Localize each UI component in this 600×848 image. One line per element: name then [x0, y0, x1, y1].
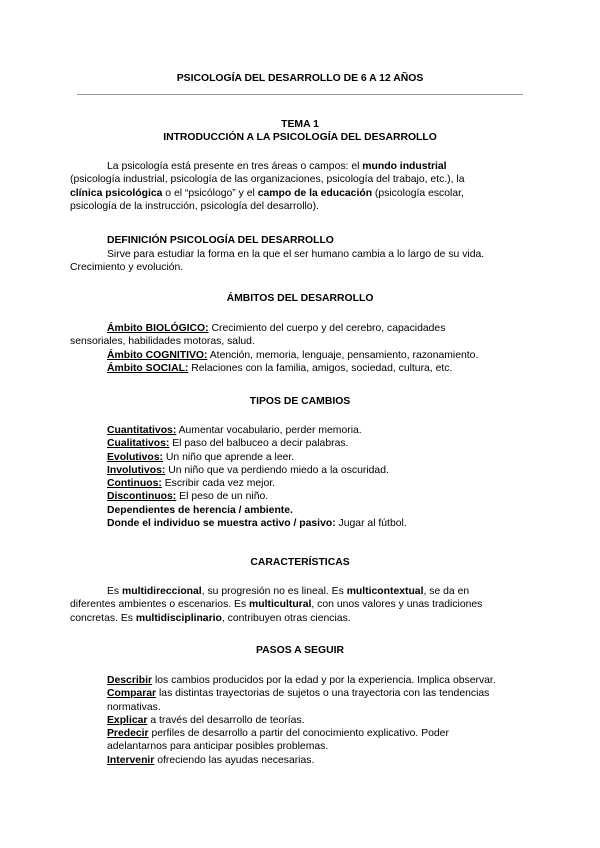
cambio-text: Escribir cada vez mejor.: [161, 478, 276, 490]
caract-text: , contribuyen otras ciencias.: [221, 612, 351, 624]
pasos-list: [107, 674, 527, 767]
list-item: [107, 424, 527, 437]
ambito-label: Ámbito BIOLÓGICO:: [107, 323, 209, 334]
ambito-label: Ámbito COGNITIVO:: [107, 349, 208, 361]
intro-emphasis: mundo industrial: [362, 161, 447, 172]
caracteristicas-heading: CARACTERÍSTICAS: [250, 557, 350, 568]
cambio-label: Discontinuos:: [107, 491, 177, 503]
list-item: [107, 714, 527, 727]
paso-text: perfiles de desarrollo a partir del conocimiento explicativo. Poder: [148, 728, 449, 740]
cambio-text: Un niño que aprende a leer.: [163, 451, 295, 463]
caracteristicas-paragraph: [70, 585, 522, 625]
ambito-label: Ámbito SOCIAL:: [107, 362, 189, 374]
cambio-label: Donde el individuo se muestra activo / pasivo:: [107, 518, 336, 530]
tema-title: INTRODUCCIÓN A LA PSICOLOGÍA DEL DESARROLLO: [163, 132, 437, 143]
ambito-text: Atención, memoria, lenguaje, pensamiento, razonamiento.: [207, 349, 479, 361]
document-title: PSICOLOGÍA DEL DESARROLLO DE 6 A 12 AÑOS: [176, 73, 424, 84]
list-item: [107, 687, 527, 700]
cambio-text: El paso del balbuceo a decir palabras.: [169, 438, 349, 450]
pasos-heading: PASOS A SEGUIR: [256, 645, 344, 656]
paso-text: las distintas trayectorias de sujetos o una trayectoria con las tendencias: [156, 688, 490, 700]
list-item: [107, 517, 527, 530]
cambios-heading: TIPOS DE CAMBIOS: [249, 396, 351, 407]
caract-text: Es: [107, 586, 123, 597]
list-item: [107, 451, 527, 464]
intro-text: (psicología escolar,: [372, 187, 464, 199]
caract-text: , con unos valores y unas tradiciones: [311, 599, 483, 611]
definicion-line: Sirve para estudiar la forma en la que el ser humano cambia a lo largo de su vida.: [107, 249, 485, 260]
caract-emphasis: multicultural: [249, 599, 312, 611]
list-item: [107, 754, 527, 767]
paso-text: los cambios producidos por la edad y por la experiencia. Implica observar.: [152, 675, 496, 686]
cambio-label: Involutivos:: [107, 464, 166, 476]
list-item: [107, 437, 527, 450]
cambio-label: Evolutivos:: [107, 451, 164, 463]
list-item: [107, 490, 527, 503]
caract-text: concretas. Es: [70, 612, 136, 624]
cambio-label: Dependientes de herencia / ambiente.: [107, 504, 293, 516]
paso-text: normativas.: [107, 701, 161, 713]
list-item: [107, 477, 527, 490]
paso-label: Comparar: [107, 688, 157, 700]
caract-text: , se da en: [423, 586, 470, 597]
caract-text: , su progresión no es lineal. Es: [201, 586, 347, 597]
list-item: [107, 727, 527, 740]
cambio-label: Cuantitativos:: [107, 425, 177, 436]
title-divider: [77, 94, 523, 95]
paso-label: Predecir: [107, 728, 149, 740]
paso-label: Describir: [107, 675, 153, 686]
caract-emphasis: multidireccional: [122, 586, 202, 597]
paso-label: Intervenir: [107, 754, 155, 766]
cambio-label: Cualitativos:: [107, 438, 170, 450]
paso-text: adelantarnos para anticipar posibles problemas.: [107, 741, 329, 753]
ambito-text: sensoriales, habilidades motoras, salud.: [70, 336, 255, 348]
cambio-text: Jugar al fútbol.: [335, 518, 407, 530]
intro-line: psicología de la instrucción, psicología del desarrollo).: [70, 200, 319, 212]
intro-paragraph: [70, 160, 522, 213]
paso-text: a través del desarrollo de teorías.: [147, 714, 305, 726]
paso-text: ofreciendo las ayudas necesarias.: [154, 754, 315, 766]
definicion-heading: DEFINICIÓN PSICOLOGÍA DEL DESARROLLO: [107, 235, 334, 246]
ambito-text: Relaciones con la familia, amigos, sociedad, cultura, etc.: [188, 362, 453, 374]
caract-emphasis: multicontextual: [346, 586, 424, 597]
ambitos-list: [70, 322, 522, 375]
list-item: [107, 464, 527, 477]
list-item: [107, 504, 527, 517]
cambio-label: Continuos:: [107, 478, 162, 490]
cambio-text: Un niño que va perdiendo miedo a la oscuridad.: [165, 464, 389, 476]
intro-text: La psicología está presente en tres áreas o campos: el: [107, 161, 363, 172]
paso-label: Explicar: [107, 714, 148, 726]
intro-text: o el “psicólogo” y el: [162, 187, 258, 199]
ambito-text: Crecimiento del cuerpo y del cerebro, capacidades: [208, 323, 446, 334]
ambitos-heading: ÁMBITOS DEL DESARROLLO: [226, 293, 374, 304]
caract-text: diferentes ambientes o escenarios. Es: [70, 599, 250, 611]
definicion-paragraph: [70, 248, 522, 275]
list-item: [107, 674, 527, 687]
cambio-text: El peso de un niño.: [176, 491, 269, 503]
intro-emphasis: clínica psicológica: [70, 187, 163, 199]
cambios-list: [107, 424, 527, 530]
tema-number: TEMA 1: [281, 119, 319, 130]
cambio-text: Aumentar vocabulario, perder memoria.: [176, 425, 362, 436]
definicion-line: Crecimiento y evolución.: [70, 262, 184, 274]
caract-emphasis: multidisciplinario: [135, 612, 222, 624]
intro-emphasis: campo de la educación: [257, 187, 373, 199]
intro-line: (psicología industrial, psicología de las organizaciones, psicología del trabajo, etc.), la: [70, 174, 465, 186]
